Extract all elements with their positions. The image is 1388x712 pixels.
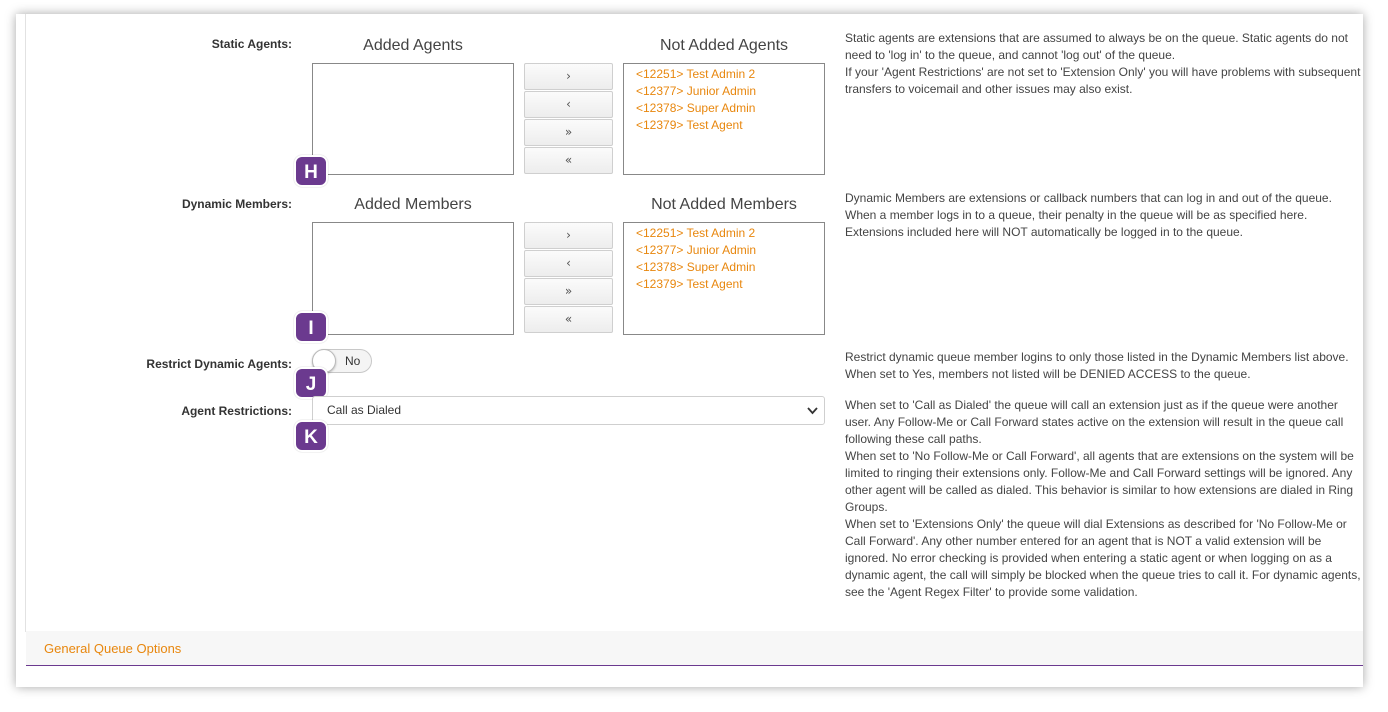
remove-agent-button[interactable]: ‹ bbox=[524, 91, 613, 118]
list-item[interactable]: <12377> Junior Admin bbox=[636, 243, 757, 257]
not-added-agents-title: Not Added Agents bbox=[659, 37, 789, 54]
callout-badge-h: H bbox=[294, 155, 328, 187]
added-members-list[interactable] bbox=[312, 222, 514, 335]
not-added-members-title: Not Added Members bbox=[651, 196, 797, 213]
list-item[interactable]: <12379> Test Agent bbox=[636, 277, 743, 291]
agent-restrictions-select[interactable] bbox=[312, 396, 825, 425]
list-item[interactable]: <12378> Super Admin bbox=[636, 260, 756, 274]
add-agent-button[interactable]: › bbox=[524, 63, 613, 90]
add-member-button[interactable]: › bbox=[524, 222, 613, 249]
static-agents-help: Static agents are extensions that are assumed to always be on the queue. Static agents do not need to 'log in' to the queue, and cannot 'log out' of the queue. If your 'Agent Restrictions' are not set to 'Extension Only' you will have problems with subsequent transfers to voicemail and other issues may also exist. bbox=[845, 31, 1361, 96]
add-all-agents-button[interactable]: » bbox=[524, 119, 613, 146]
general-queue-options-link[interactable]: General Queue Options bbox=[44, 641, 182, 656]
toggle-value: No bbox=[345, 354, 361, 368]
callout-badge-j: J bbox=[294, 367, 328, 399]
agent-restrictions-label: Agent Restrictions: bbox=[181, 404, 292, 418]
callout-badge-i: I bbox=[294, 311, 328, 343]
list-item[interactable]: <12251> Test Admin 2 bbox=[636, 67, 756, 81]
added-members-title: Added Members bbox=[354, 196, 472, 213]
remove-all-agents-button[interactable]: « bbox=[524, 147, 613, 174]
static-agents-label: Static Agents: bbox=[211, 37, 292, 51]
agent-restrictions-help: When set to 'Call as Dialed' the queue will call an extension just as if the queue were another user. Any Follow-Me or Call Forward states active on the extension will result in the queue call following these call paths. When set to 'No Follow-Me or Call Forward', all agents that are extensions on the system will be limited to ringing their extensions only. Follow-Me and Call Forward settings will be ignored. Any other agent will be called as dialed. This behavior is similar to how extensions are dialed in Ring Groups. When set to 'Extensions Only' the queue will dial Extensions as described for 'No Follow-Me or Call Forward'. Any other number entered for an agent that is NOT a valid extension will be ignored. No error checking is provided when entering a static agent or when logging on as a dynamic agent, the call will simply be blocked when the queue tries to call it. For dynamic agents, see the 'Agent Regex Filter' to provide some validation. bbox=[845, 398, 1361, 599]
agent-restrictions-value: Call as Dialed bbox=[327, 403, 402, 417]
add-all-members-button[interactable]: » bbox=[524, 278, 613, 305]
dynamic-members-help: Dynamic Members are extensions or callback numbers that can log in and out of the queue. When a member logs in to a queue, their penalty in the queue will be as specified here. Extensions included here will NOT automatically be logged in to the queue. bbox=[845, 191, 1332, 239]
list-item[interactable]: <12251> Test Admin 2 bbox=[636, 226, 756, 240]
queue-settings-window bbox=[16, 14, 1363, 687]
added-agents-title: Added Agents bbox=[363, 37, 463, 54]
not-added-members-list[interactable] bbox=[623, 222, 825, 335]
remove-all-members-button[interactable]: « bbox=[524, 306, 613, 333]
remove-member-button[interactable]: ‹ bbox=[524, 250, 613, 277]
callout-badge-k: K bbox=[294, 420, 328, 452]
restrict-dynamic-help: Restrict dynamic queue member logins to only those listed in the Dynamic Members list above. When set to Yes, members not listed will be DENIED ACCESS to the queue. bbox=[845, 350, 1349, 381]
section-header-bar bbox=[26, 631, 1363, 666]
list-item[interactable]: <12379> Test Agent bbox=[636, 118, 743, 132]
restrict-dynamic-agents-label: Restrict Dynamic Agents: bbox=[146, 357, 292, 371]
list-item[interactable]: <12378> Super Admin bbox=[636, 101, 756, 115]
dynamic-members-label: Dynamic Members: bbox=[181, 197, 292, 211]
not-added-agents-list[interactable] bbox=[623, 63, 825, 175]
list-item[interactable]: <12377> Junior Admin bbox=[636, 84, 757, 98]
added-agents-list[interactable] bbox=[312, 63, 514, 175]
chevron-down-icon bbox=[807, 397, 818, 435]
left-divider bbox=[25, 14, 26, 632]
